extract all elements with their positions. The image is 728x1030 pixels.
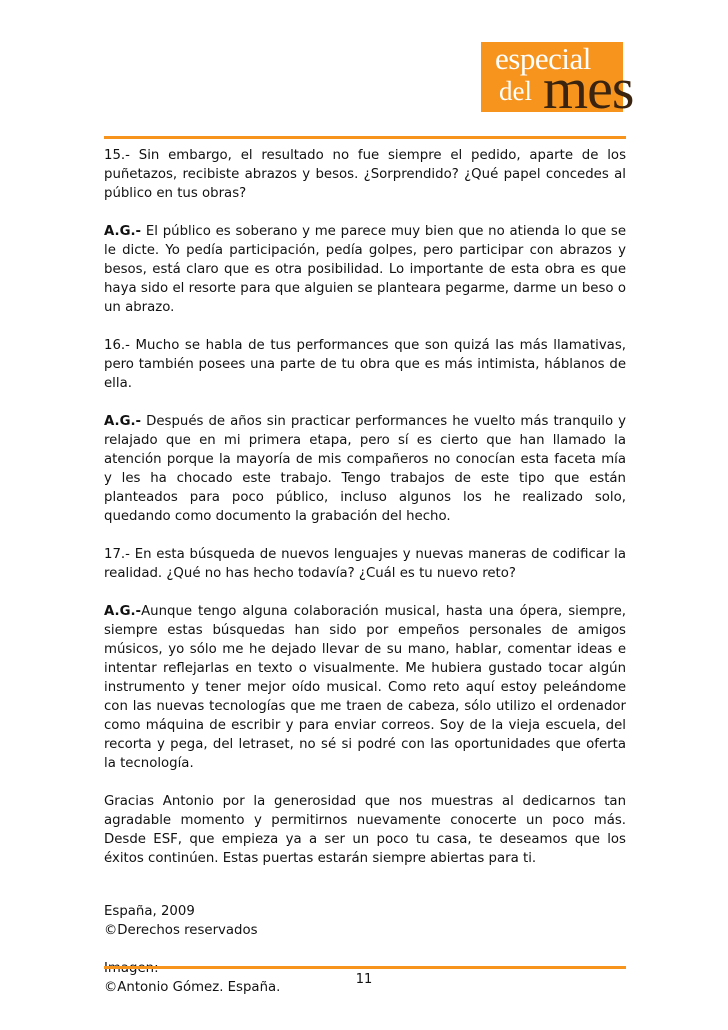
speaker-label: A.G.- bbox=[104, 414, 142, 429]
logo-word-especial: especial bbox=[495, 41, 591, 76]
rights-notice: ©Derechos reservados bbox=[104, 923, 258, 938]
answer-17-text: Aunque tengo alguna colaboración musical, hasta una ópera, siempre, siempre estas búsquedas han sido por empeños personales de amigos músicos, yo sólo me he dejado llevar de su mano, hablar, comentar ideas e intentar reflejarlas en texto o visualmente. Me hubiera gustado tocar algún instrumento y tener mejor oído musical. Como reto aquí estoy peleándome con las nuevas tecnologías que me traen de cabeza, sólo utilizo el ordenador como máquina de escribir y para enviar correos. Soy de la vieja escuela, del recorta y pega, del letraset, no sé si podré con las oportunidades que oferta la tecnología. bbox=[104, 604, 626, 771]
header-divider bbox=[104, 136, 626, 139]
question-15: 15.- Sin embargo, el resultado no fue siempre el pedido, aparte de los puñetazos, recibiste abrazos y besos. ¿Sorprendido? ¿Qué papel concedes al público en tus obras? bbox=[104, 148, 626, 201]
image-credit: ©Antonio Gómez. España. bbox=[104, 980, 281, 995]
closing-paragraph: Gracias Antonio por la generosidad que nos muestras al dedicarnos tan agradable momento y permitirnos nuevamente conocerte un poco más. Desde ESF, que empieza ya a ser un poco tu casa, te deseamos que los éxitos continúen. Estas puertas estarán siempre abiertas para ti. bbox=[104, 794, 626, 866]
place-year: España, 2009 bbox=[104, 904, 195, 919]
especial-del-mes-logo bbox=[481, 41, 634, 121]
speaker-label: A.G.- bbox=[104, 224, 142, 239]
signature-block bbox=[104, 902, 626, 940]
interview-body bbox=[104, 146, 626, 1016]
question-16: 16.- Mucho se habla de tus performances que son quizá las más llamativas, pero también posees una parte de tu obra que es más intimista, háblanos de ella. bbox=[104, 338, 626, 391]
logo-word-mes: mes bbox=[543, 56, 634, 121]
answer-15-text: El público es soberano y me parece muy bien que no atienda lo que se le dicte. Yo pedía participación, pedía golpes, pero participar con abrazos y besos, está claro que es otra posibilidad. Lo importante de esta obra es que haya sido el resorte para que alguien se planteara pegarme, darme un beso o un abrazo. bbox=[104, 224, 626, 315]
speaker-label: A.G.- bbox=[104, 604, 142, 619]
logo-word-del: del bbox=[499, 76, 532, 106]
answer-15 bbox=[104, 222, 626, 317]
page-number: 11 bbox=[355, 972, 373, 987]
answer-17 bbox=[104, 602, 626, 773]
footer-divider bbox=[104, 966, 626, 969]
question-17: 17.- En esta búsqueda de nuevos lenguajes y nuevas maneras de codificar la realidad. ¿Qué no has hecho todavía? ¿Cuál es tu nuevo reto? bbox=[104, 547, 626, 581]
answer-16-text: Después de años sin practicar performances he vuelto más tranquilo y relajado que en mi primera etapa, pero sí es cierto que han llamado la atención porque la mayoría de mis compañeros no conocían esta faceta mía y les ha chocado este trabajo. Tengo trabajos de este tipo que están planteados para poco público, incluso algunos los he realizado solo, quedando como documento la grabación del hecho. bbox=[104, 414, 626, 524]
answer-16 bbox=[104, 412, 626, 526]
